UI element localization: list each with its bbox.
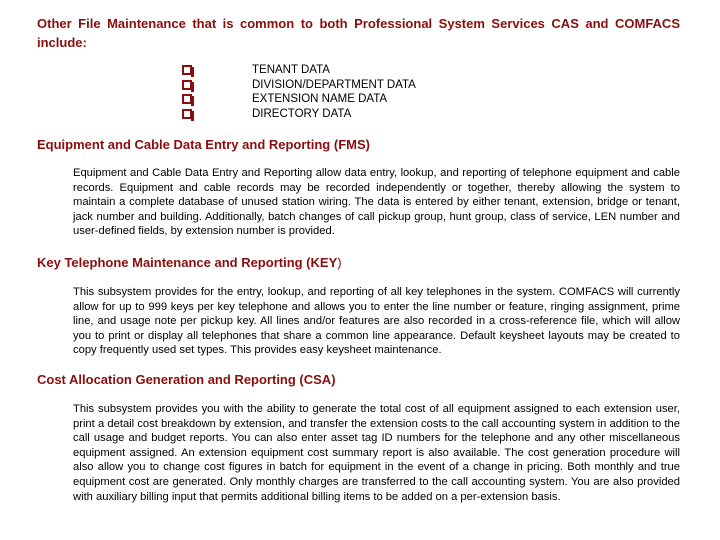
section-heading-text: Equipment and Cable Data Entry and Reporting (FMS) [37,137,370,152]
list-item [182,92,522,107]
section-body-csa: This subsystem provides you with the ability to generate the total cost of all equipment assigned to each extension user, print a detail cost breakdown by extension, and transfer the extension costs to the call accounting system in addition to the call usage and budget reports. You can also enter asset tag ID numbers for the telephone and any other miscellaneous equipment assigned. An extension equipment cost summary report is also available. The cost generation procedure will also allow you to change cost figures in batch for equipment in the event of a change in pricing. Both monthly and true equipment cost are generated. Only monthly charges are transferred to the call accounting system. You are also provided with auxiliary billing input that permits additional billing items to be added on a per-extension basis. [73,403,680,503]
section-heading-text: Cost Allocation Generation and Reporting (CSA) [37,372,336,387]
checkbox-bullet-icon [182,80,192,90]
section-body-fms: Equipment and Cable Data Entry and Reporting allow data entry, lookup, and reporting of telephone equipment and cable records. Equipment and cable records may be recorded independently or together, thereby allowing the system to maintain a complete database of unused station wiring. The data is entered by either tenant, extension, bridge or tenant, jack number and building. Additionally, batch changes of call pickup group, hunt group, class of service, LEN number and user-defined fields, by extension number is provided. [73,167,680,238]
intro-text: Other File Maintenance that is common to both Professional System Services CAS and COMFACS include: [37,16,680,50]
file-list [182,63,522,121]
section-heading-key [37,255,682,271]
list-item-label: EXTENSION NAME DATA [252,93,388,106]
checkbox-bullet-icon [182,94,192,104]
section-heading-suffix: ) [337,255,342,270]
list-item [182,107,522,122]
section-body-key: This subsystem provides for the entry, lookup, and reporting of all key telephones in the system. COMFACS will currently allow for up to 999 keys per key telephone and allows you to enter the line number or feature, ringing assignment, prime line, and usage note per pickup key. All lines and/or features are also recorded in a cross-reference file, which will allow you to print or display all telephones that share a common line appearance. Default keysheet layouts may be created to copy frequently used set types. This provides easy keysheet maintenance. [73,286,680,357]
checkbox-bullet-icon [182,65,192,75]
section-heading-fms [37,137,682,153]
list-item [182,78,522,93]
checkbox-bullet-icon [182,109,192,119]
list-item-label: TENANT DATA [252,64,330,77]
list-item-label: DIRECTORY DATA [252,107,352,120]
section-heading-text: Key Telephone Maintenance and Reporting (KEY [37,255,338,270]
list-item [182,63,522,78]
section-heading-csa [37,372,682,388]
list-item-label: DIVISION/DEPARTMENT DATA [252,78,416,91]
